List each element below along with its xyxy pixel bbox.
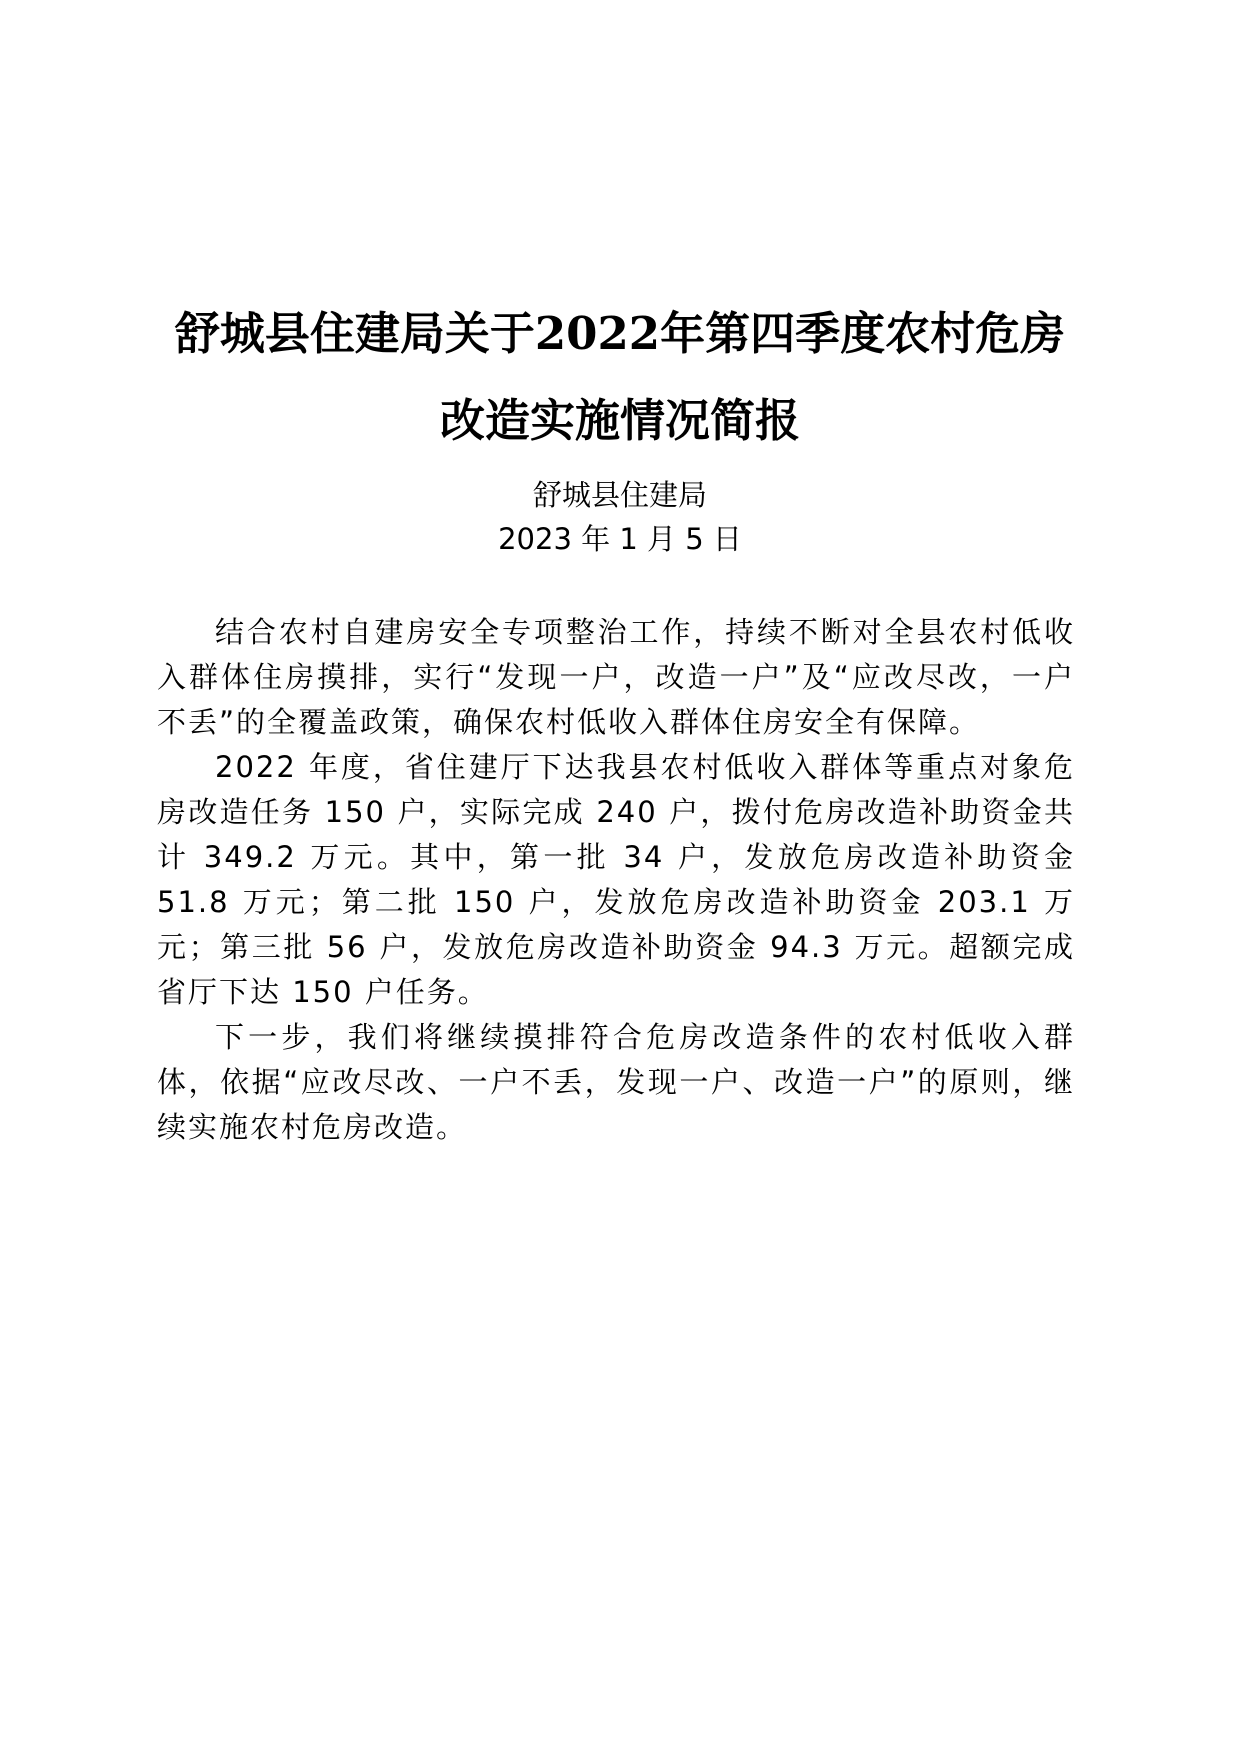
body-paragraph-3: 下一步，我们将继续摸排符合危房改造条件的农村低收入群体，依据“应改尽改、一户不丢，发现一户、改造一户”的原则，继续实施农村危房改造。 <box>157 1020 1075 1144</box>
document-title-line1: 舒城县住建局关于2022年第四季度农村危房 <box>174 307 1066 360</box>
document-author: 舒城县住建局 <box>532 478 707 512</box>
body-paragraph-2: 2022 年度，省住建厅下达我县农村低收入群体等重点对象危房改造任务 150 户，实际完成 240 户，拨付危房改造补助资金共计 349.2 万元。其中，第一批 34 户，发放危房改造补助资金 51.8 万元；第二批 150 户，发放危房改造补助资金 203.1 万元；第三批 56 户，发放危房改造补助资金 94.3 万元。超额完成省厅下达 150 户任务。 <box>157 750 1075 1009</box>
body-paragraph-1: 结合农村自建房安全专项整治工作，持续不断对全县农村低收入群体住房摸排，实行“发现一户，改造一户”及“应改尽改，一户不丢”的全覆盖政策，确保农村低收入群体住房安全有保障。 <box>157 615 1075 739</box>
document-body <box>157 610 1075 1150</box>
document-date: 2023 年 1 月 5 日 <box>498 522 742 556</box>
document-title-line2: 改造实施情况简报 <box>439 394 800 447</box>
